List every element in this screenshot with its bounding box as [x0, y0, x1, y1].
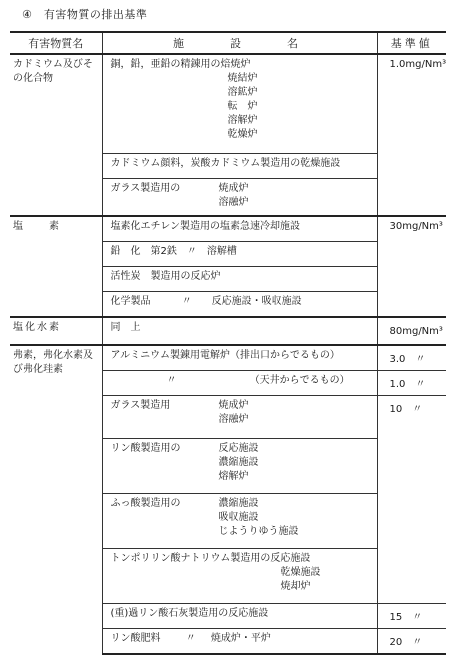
facility-same-as-above: 同 上: [102, 317, 377, 345]
substance-cadmium: カドミウム及びその化合物: [10, 54, 102, 216]
facility-detail: 焼成炉・平炉: [210, 633, 271, 644]
facility-label: ガラス製造用の: [110, 183, 181, 194]
substance-fluorine: 弗素，弗化水素及び弗化珪素: [10, 345, 102, 654]
facility-detail: （天井からでるもの）: [249, 375, 350, 386]
substance-chlorine: 塩 素: [10, 216, 102, 317]
facility-item: 溶鉱炉: [227, 87, 258, 98]
facility-glass: [102, 179, 377, 217]
facility-item: 転 炉: [227, 101, 258, 112]
facility-item: 反応施設: [218, 443, 259, 454]
facility-phosphoric-acid: [102, 439, 377, 494]
facility-item: 吸収施設: [218, 512, 259, 523]
facility-detail: 〃 反応施設・吸収施設: [181, 296, 302, 307]
header-facility: 施 設 名: [102, 32, 377, 54]
facility-label: トンポリリン酸ナトリウム製造用の反応施設: [110, 553, 311, 564]
facility-label: リン酸肥料: [110, 633, 161, 644]
facility-superphosphate: (重)過リン酸石灰製造用の反応施設: [102, 604, 377, 629]
ditto-mark: 〃: [166, 375, 177, 386]
facility-label: ふっ酸製造用の: [110, 498, 181, 509]
facility-label: 銅，鉛，亜鉛の精錬用の焙焼炉: [110, 59, 251, 70]
facility-label: ガラス製造用: [110, 400, 171, 411]
facility-chlorinated-ethylene: 塩素化エチレン製造用の塩素急速冷却施設: [102, 216, 377, 242]
facility-activated-carbon: 活性炭 製造用の反応炉: [102, 267, 377, 292]
facility-chemical-products: [102, 292, 377, 318]
facility-smelting: [102, 54, 377, 154]
facility-item: 焼結炉: [227, 73, 258, 84]
page-title: ④ 有害物質の排出基準: [22, 8, 148, 21]
facility-hydrofluoric-acid: [102, 494, 377, 549]
facility-cadmium-pigment: カドミウム顔料，炭酸カドミウム製造用の乾燥施設: [102, 154, 377, 179]
facility-glass-fluorine: [102, 396, 377, 439]
facility-item: 溶融炉: [218, 197, 249, 208]
standard-phosphate-fertilizer: 20 〃: [377, 629, 446, 655]
standard-hcl: 80mg/Nm³: [377, 317, 446, 345]
ditto-mark: 〃: [185, 633, 196, 644]
facility-item: 乾燥炉: [227, 129, 258, 140]
standard-aluminum-outlet: 3.0 〃: [377, 345, 446, 371]
facility-item: 焼成炉: [218, 400, 249, 411]
table-row: [10, 317, 446, 345]
standard-aluminum-ceiling: 1.0 〃: [377, 371, 446, 396]
facility-tripolyphosphate: [102, 549, 377, 604]
facility-item: 溶融炉: [218, 414, 249, 425]
facility-ferric-chloride: 鉛 化 第2鉄 〃 溶解槽: [102, 242, 377, 267]
facility-item: 焼却炉: [280, 581, 311, 592]
emission-standards-table: [10, 31, 446, 655]
facility-item: 乾燥施設: [280, 567, 321, 578]
facility-aluminum-ceiling: [102, 371, 377, 396]
standard-superphosphate: 15 〃: [377, 604, 446, 629]
standard-cadmium: 1.0mg/Nm³: [377, 54, 446, 216]
header-standard: 基準値: [377, 32, 446, 54]
table-row: [10, 345, 446, 371]
standard-chlorine: 30mg/Nm³: [377, 216, 446, 317]
facility-item: 焼成炉: [218, 183, 249, 194]
facility-label: リン酸製造用の: [110, 443, 181, 454]
table-header-row: [10, 32, 446, 54]
table-row: [10, 216, 446, 242]
facility-item: じようりゆう施設: [218, 526, 299, 537]
substance-hcl: 塩化水素: [10, 317, 102, 345]
facility-item: 濃縮施設: [218, 498, 259, 509]
facility-item: 濃縮施設: [218, 457, 259, 468]
facility-item: 溶解炉: [227, 115, 258, 126]
header-substance: 有害物質名: [10, 32, 102, 54]
table-row: [10, 54, 446, 154]
facility-aluminum-outlet: アルミニウム製錬用電解炉（排出口からでるもの）: [102, 345, 377, 371]
facility-item: 熔解炉: [218, 471, 249, 482]
standard-group: 10 〃: [377, 396, 446, 604]
facility-label: 化学製品: [110, 296, 151, 307]
facility-phosphate-fertilizer: [102, 629, 377, 655]
